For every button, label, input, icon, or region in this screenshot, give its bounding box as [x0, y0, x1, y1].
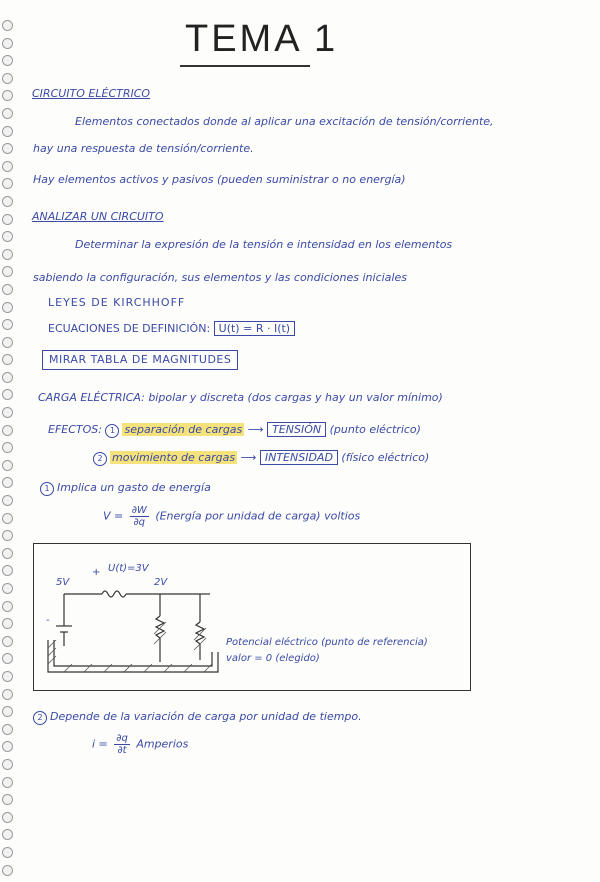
spiral-ring — [2, 372, 13, 383]
depende-row — [33, 710, 362, 725]
spiral-ring — [2, 442, 13, 453]
spiral-ring — [2, 618, 13, 629]
spiral-ring — [2, 653, 13, 664]
implica-text: Implica un gasto de energía — [57, 481, 211, 494]
spiral-ring — [2, 178, 13, 189]
formula-lhs: i = — [92, 737, 108, 751]
spiral-ring — [2, 266, 13, 277]
spiral-ring — [2, 231, 13, 242]
text-line: hay una respuesta de tensión/corriente. — [33, 142, 254, 155]
spiral-ring — [2, 724, 13, 735]
note-text: (físico eléctrico) — [341, 451, 430, 464]
efecto-row-1 — [48, 423, 421, 438]
mirar-tabla-box: MIRAR TABLA DE MAGNITUDES — [42, 350, 238, 370]
fraction-denominator: ∂q — [133, 517, 146, 528]
spiral-ring — [2, 477, 13, 488]
circuit-diagram-frame — [33, 543, 471, 691]
voltage-formula — [103, 505, 360, 528]
spiral-ring — [2, 460, 13, 471]
spiral-ring — [2, 706, 13, 717]
text-line: Determinar la expresión de la tensión e intensidad en los elementos — [75, 238, 453, 251]
spiral-ring — [2, 583, 13, 594]
spiral-ring — [2, 55, 13, 66]
spiral-ring — [2, 214, 13, 225]
spiral-ring — [2, 337, 13, 348]
current-formula — [92, 733, 188, 756]
fraction — [114, 733, 130, 756]
spiral-ring — [2, 143, 13, 154]
potencial-note: Potencial eléctrico (punto de referencia) — [226, 637, 428, 648]
implica-row — [40, 481, 211, 496]
spiral-ring — [2, 196, 13, 207]
ecuaciones-label: ECUACIONES DE DEFINICIÓN: — [48, 322, 211, 335]
spiral-ring — [2, 319, 13, 330]
number-circle: 2 — [93, 452, 107, 466]
spiral-binding — [2, 20, 18, 882]
fraction-numerator: ∂q — [116, 733, 128, 744]
fraction-denominator: ∂t — [117, 745, 127, 756]
arrow-icon: ⟶ — [247, 423, 264, 436]
spiral-ring — [2, 354, 13, 365]
spiral-ring — [2, 389, 13, 400]
voltage-u-label: U(t)=3V — [108, 563, 149, 574]
ecuaciones-row — [48, 322, 295, 336]
formula-lhs: V = — [103, 509, 124, 523]
spiral-ring — [2, 495, 13, 506]
heading-analizar: ANALIZAR UN CIRCUITO — [32, 210, 164, 223]
efectos-label: EFECTOS: — [48, 423, 102, 436]
spiral-ring — [2, 812, 13, 823]
arrow-icon: ⟶ — [240, 451, 257, 464]
spiral-ring — [2, 671, 13, 682]
spiral-ring — [2, 249, 13, 260]
spiral-ring — [2, 794, 13, 805]
carga-electrica: CARGA ELÉCTRICA: bipolar y discreta (dos cargas y hay un valor mínimo) — [38, 391, 443, 404]
plus-sign: + — [92, 567, 101, 578]
spiral-ring — [2, 161, 13, 172]
spiral-ring — [2, 73, 13, 84]
number-circle: 1 — [40, 482, 54, 496]
highlight-text: separación de cargas — [124, 423, 243, 436]
spiral-ring — [2, 302, 13, 313]
page-title: TEMA 1 — [185, 18, 339, 60]
formula-rest: (Energía por unidad de carga) voltios — [155, 509, 361, 523]
spiral-ring — [2, 829, 13, 840]
minus-sign: - — [46, 615, 50, 626]
spiral-ring — [2, 777, 13, 788]
spiral-ring — [2, 126, 13, 137]
valor-note: valor = 0 (elegido) — [226, 653, 320, 664]
fraction-numerator: ∂W — [131, 505, 147, 516]
spiral-ring — [2, 565, 13, 576]
spiral-ring — [2, 513, 13, 524]
note-text: (punto eléctrico) — [329, 423, 421, 436]
spiral-ring — [2, 865, 13, 876]
voltage-2v: 2V — [154, 577, 168, 588]
spiral-ring — [2, 636, 13, 647]
heading-circuito: CIRCUITO ELÉCTRICO — [32, 87, 151, 100]
spiral-ring — [2, 284, 13, 295]
spiral-ring — [2, 407, 13, 418]
spiral-ring — [2, 38, 13, 49]
number-circle: 1 — [105, 424, 119, 438]
spiral-ring — [2, 425, 13, 436]
title-underline — [180, 65, 310, 67]
spiral-ring — [2, 108, 13, 119]
spiral-ring — [2, 548, 13, 559]
spiral-ring — [2, 689, 13, 700]
text-line: sabiendo la configuración, sus elementos y las condiciones iniciales — [33, 271, 407, 284]
leyes-kirchhoff: LEYES DE KIRCHHOFF — [48, 296, 186, 309]
text-line: Hay elementos activos y pasivos (pueden suministrar o no energía) — [33, 173, 406, 186]
number-circle: 2 — [33, 711, 47, 725]
intensidad-box: INTENSIDAD — [260, 450, 338, 465]
spiral-ring — [2, 90, 13, 101]
formula-unit: Amperios — [136, 737, 189, 751]
spiral-ring — [2, 847, 13, 858]
ecuaciones-formula: U(t) = R · I(t) — [214, 321, 295, 336]
spiral-ring — [2, 530, 13, 541]
efecto-row-2 — [93, 451, 429, 466]
highlight-text: movimiento de cargas — [112, 451, 236, 464]
spiral-ring — [2, 601, 13, 612]
spiral-ring — [2, 20, 13, 31]
fraction — [130, 505, 149, 528]
spiral-ring — [2, 741, 13, 752]
depende-text: Depende de la variación de carga por unidad de tiempo. — [50, 710, 362, 723]
spiral-ring — [2, 759, 13, 770]
tension-box: TENSIÓN — [267, 422, 326, 437]
voltage-5v: 5V — [56, 577, 70, 588]
text-line: Elementos conectados donde al aplicar una excitación de tensión/corriente, — [75, 115, 494, 128]
